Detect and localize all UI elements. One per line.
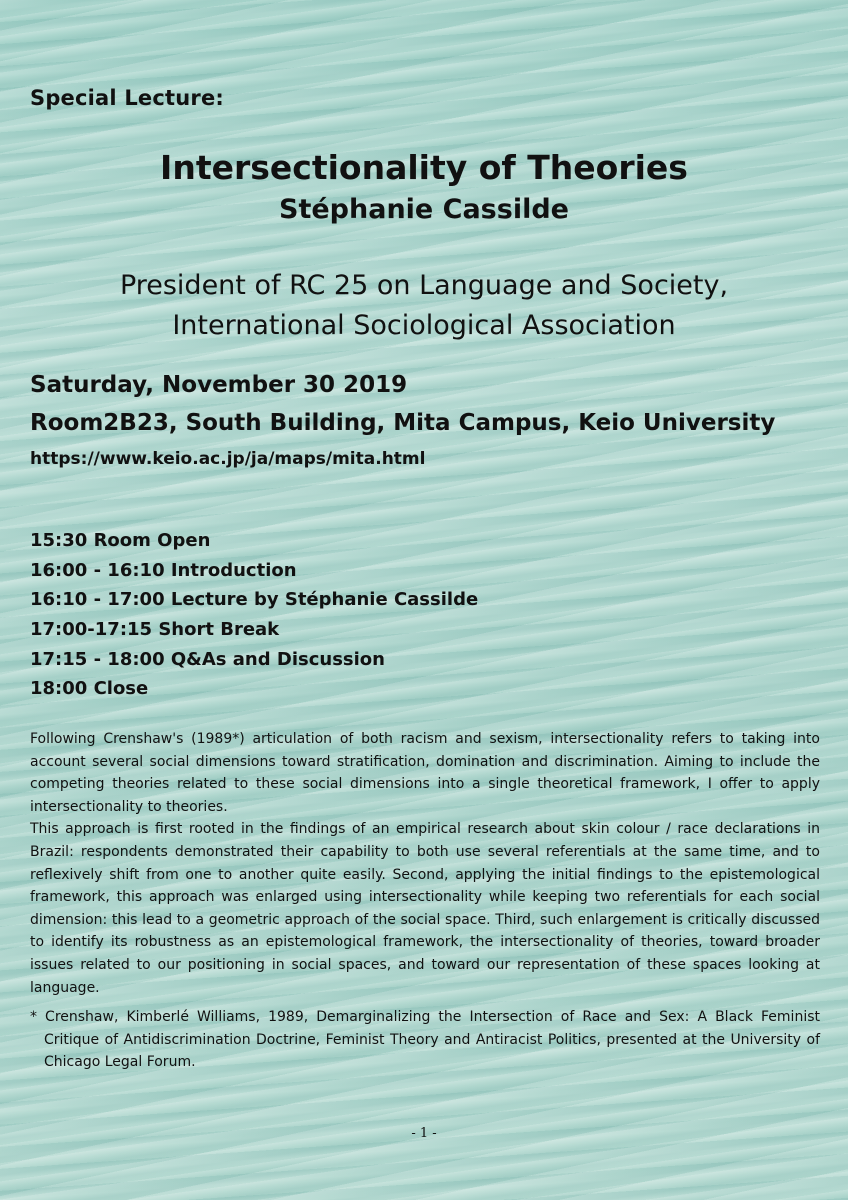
schedule-list [30,526,478,704]
schedule-item: 15:30 Room Open [30,530,211,551]
event-date: Saturday, November 30 2019 [30,372,408,398]
lecture-label: Special Lecture: [30,86,224,110]
map-link[interactable]: https://www.keio.ac.jp/ja/maps/mita.html [30,449,426,469]
abstract-paragraph-1: Following Crenshaw's (1989*) articulation of both racism and sexism, intersectionality refers to taking into account several social dimensions toward stratification, domination and discrimination. Aiming to include the competing theories related to these social dimensions into a single theoretical framework, I offer to apply intersectionality to theories. [30,731,820,815]
lecture-title: Intersectionality of Theories [160,148,688,187]
reference-note: * Crenshaw, Kimberlé Williams, 1989, Demarginalizing the Intersection of Race and Sex: A Black Feminist Critique of Antidiscrimination Doctrine, Feminist Theory and Antiracist Politics, presented at the University of Chicago Legal Forum. [30,1009,820,1071]
schedule-item: 18:00 Close [30,678,149,700]
affiliation-line-2: International Sociological Association [172,310,676,341]
abstract-paragraph-2: This approach is first rooted in the findings of an empirical research about skin colour / race declarations in Brazil: respondents demonstrated their capability to both use several referentials at the same time, and to reflexively shift from one to another quite easily. Second, applying the initial findings to the epistemological framework, this approach was enlarged using intersectionality while keeping two referentials for each social dimension: this lead to a geometric approach of the social space. Third, such enlargement is critically discussed to identify its robustness as an epistemological framework, the intersectionality of theories, toward broader issues related to our positioning in social spaces, and toward our representation of these spaces looking at language. [30,821,820,996]
speaker-affiliation [0,266,848,346]
schedule-item: 16:00 - 16:10 Introduction [30,559,297,581]
event-venue: Room2B23, South Building, Mita Campus, Keio University [30,410,776,436]
page-number: - 1 - [411,1126,437,1141]
abstract [30,728,820,999]
schedule-item: 17:00-17:15 Short Break [30,619,280,641]
affiliation-line-1: President of RC 25 on Language and Society, [119,270,729,301]
speaker-name: Stéphanie Cassilde [279,194,569,225]
schedule-item: 16:10 - 17:00 Lecture by Stéphanie Cassilde [30,589,479,611]
schedule-item: 17:15 - 18:00 Q&As and Discussion [30,648,385,670]
